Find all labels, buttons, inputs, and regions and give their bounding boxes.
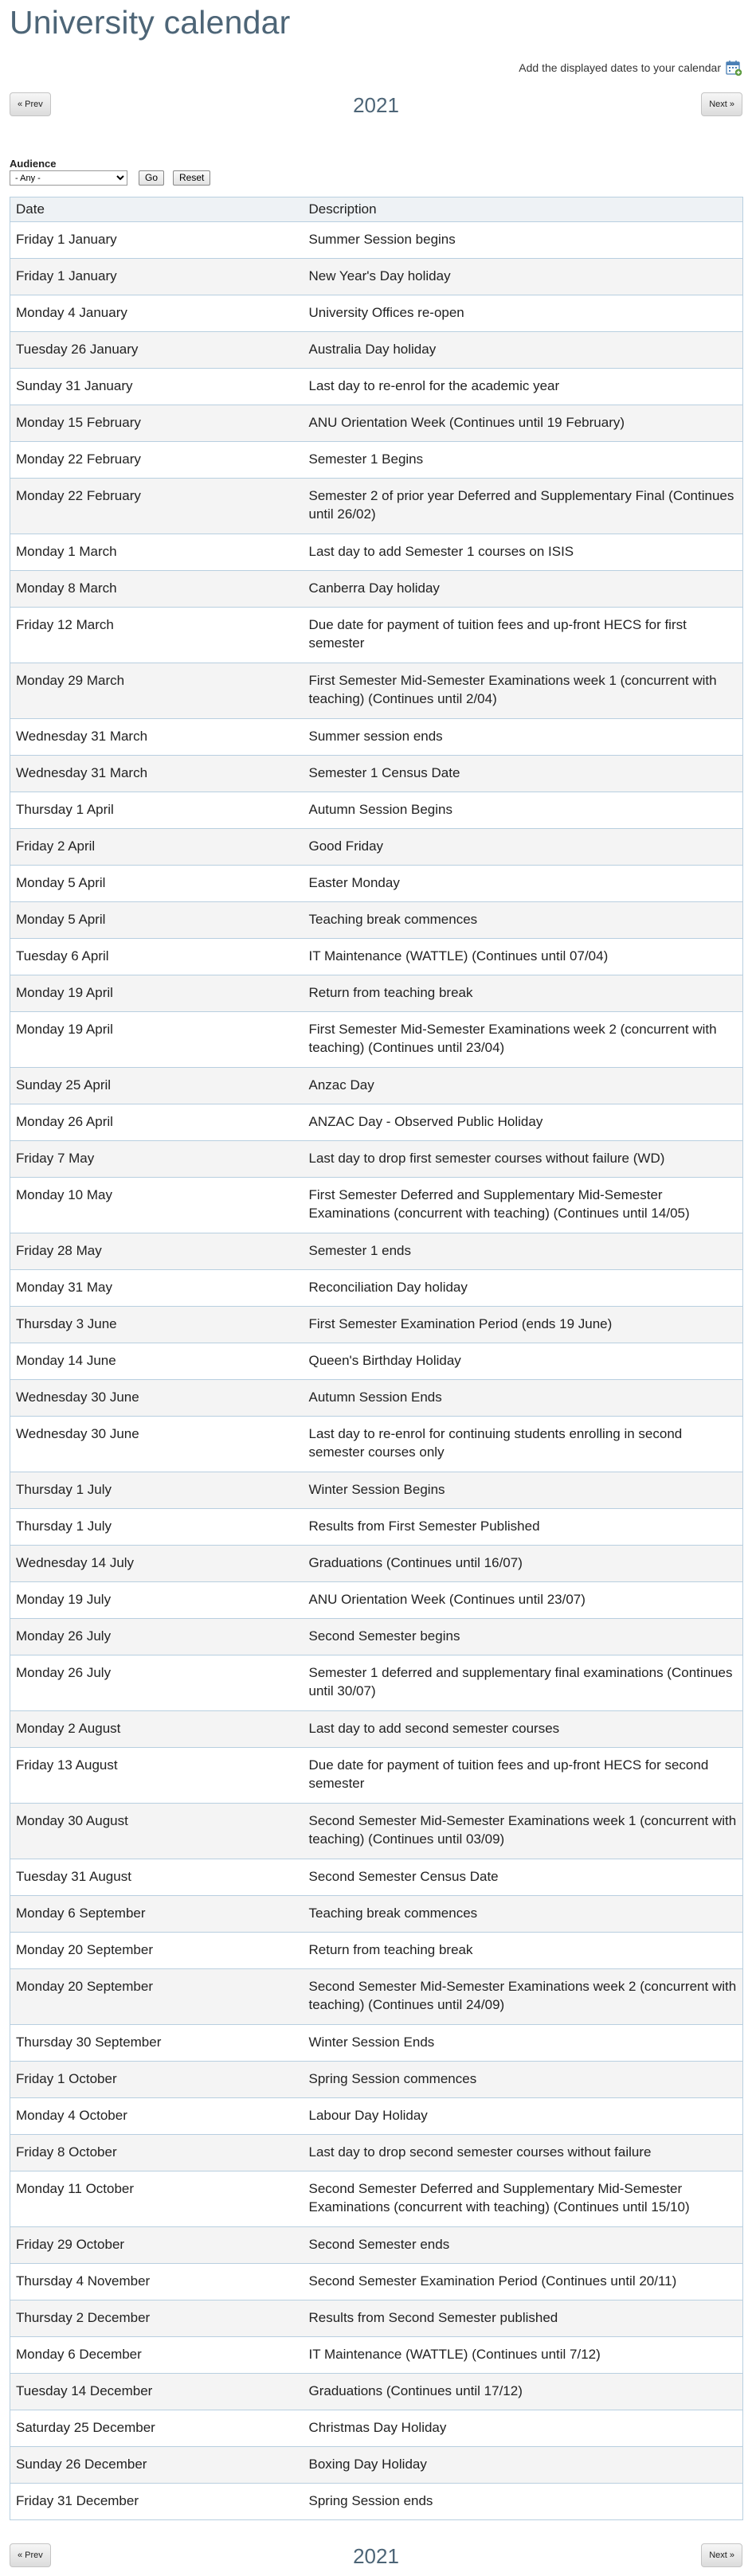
table-row bbox=[10, 756, 743, 792]
event-date: Tuesday 6 April bbox=[10, 939, 304, 975]
table-row bbox=[10, 2025, 743, 2062]
table-row bbox=[10, 1804, 743, 1859]
table-row bbox=[10, 1307, 743, 1343]
event-description: Anzac Day bbox=[304, 1068, 743, 1104]
event-date: Monday 4 October bbox=[10, 2098, 304, 2135]
event-description: Semester 1 Census Date bbox=[304, 756, 743, 792]
table-row bbox=[10, 479, 743, 534]
table-row bbox=[10, 1012, 743, 1068]
description-column-header: Description bbox=[304, 197, 743, 222]
event-date: Friday 29 October bbox=[10, 2227, 304, 2264]
table-row bbox=[10, 2374, 743, 2410]
event-date: Sunday 26 December bbox=[10, 2447, 304, 2484]
event-date: Wednesday 30 June bbox=[10, 1380, 304, 1417]
prev-year-button[interactable]: « Prev bbox=[10, 92, 51, 116]
event-description: Second Semester begins bbox=[304, 1619, 743, 1655]
table-row bbox=[10, 571, 743, 608]
table-row bbox=[10, 2484, 743, 2520]
table-row bbox=[10, 1380, 743, 1417]
event-description: Autumn Session Ends bbox=[304, 1380, 743, 1417]
event-description: Spring Session commences bbox=[304, 2062, 743, 2098]
event-description: Last day to re-enrol for continuing students enrolling in second semester courses only bbox=[304, 1417, 743, 1472]
table-row bbox=[10, 2098, 743, 2135]
year-navigation-bottom bbox=[10, 2543, 742, 2569]
table-row bbox=[10, 405, 743, 442]
event-date: Monday 2 August bbox=[10, 1711, 304, 1748]
event-date: Monday 31 May bbox=[10, 1270, 304, 1307]
audience-label: Audience bbox=[10, 158, 57, 170]
table-row bbox=[10, 1655, 743, 1711]
event-date: Friday 1 October bbox=[10, 2062, 304, 2098]
table-row bbox=[10, 1178, 743, 1233]
event-date: Wednesday 30 June bbox=[10, 1417, 304, 1472]
event-date: Monday 15 February bbox=[10, 405, 304, 442]
event-description: Second Semester Mid-Semester Examinations week 2 (concurrent with teaching) (Continues until 24/09) bbox=[304, 1969, 743, 2025]
table-row bbox=[10, 332, 743, 369]
event-date: Friday 13 August bbox=[10, 1748, 304, 1804]
event-description: Canberra Day holiday bbox=[304, 571, 743, 608]
event-date: Monday 30 August bbox=[10, 1804, 304, 1859]
event-date: Monday 26 April bbox=[10, 1104, 304, 1141]
event-date: Monday 11 October bbox=[10, 2171, 304, 2227]
event-description: Reconciliation Day holiday bbox=[304, 1270, 743, 1307]
event-description: Return from teaching break bbox=[304, 975, 743, 1012]
audience-select[interactable] bbox=[10, 170, 127, 186]
table-row bbox=[10, 2171, 743, 2227]
event-date: Wednesday 31 March bbox=[10, 719, 304, 756]
table-row bbox=[10, 2300, 743, 2337]
calendar-table-body bbox=[10, 222, 743, 2520]
event-date: Monday 29 March bbox=[10, 663, 304, 719]
event-date: Thursday 1 July bbox=[10, 1509, 304, 1546]
event-date: Sunday 31 January bbox=[10, 369, 304, 405]
event-description: Christmas Day Holiday bbox=[304, 2410, 743, 2447]
event-description: Good Friday bbox=[304, 829, 743, 866]
event-date: Monday 22 February bbox=[10, 479, 304, 534]
table-row bbox=[10, 902, 743, 939]
event-date: Friday 1 January bbox=[10, 259, 304, 295]
table-row bbox=[10, 1270, 743, 1307]
event-date: Monday 20 September bbox=[10, 1969, 304, 2025]
event-description: Last day to re-enrol for the academic year bbox=[304, 369, 743, 405]
next-year-button-bottom[interactable]: Next » bbox=[701, 2543, 742, 2567]
event-date: Monday 10 May bbox=[10, 1178, 304, 1233]
table-row bbox=[10, 222, 743, 259]
event-description: Last day to add Semester 1 courses on ISIS bbox=[304, 534, 743, 571]
table-row bbox=[10, 1343, 743, 1380]
table-row bbox=[10, 1546, 743, 1582]
event-description: Second Semester ends bbox=[304, 2227, 743, 2264]
table-row bbox=[10, 1472, 743, 1509]
event-date: Monday 26 July bbox=[10, 1619, 304, 1655]
table-row bbox=[10, 534, 743, 571]
table-row bbox=[10, 1582, 743, 1619]
table-row bbox=[10, 1711, 743, 1748]
table-row bbox=[10, 1104, 743, 1141]
event-date: Monday 19 April bbox=[10, 1012, 304, 1068]
table-row bbox=[10, 2447, 743, 2484]
event-description: Graduations (Continues until 16/07) bbox=[304, 1546, 743, 1582]
table-row bbox=[10, 259, 743, 295]
table-row bbox=[10, 829, 743, 866]
event-date: Thursday 30 September bbox=[10, 2025, 304, 2062]
event-description: IT Maintenance (WATTLE) (Continues until 07/04) bbox=[304, 939, 743, 975]
table-row bbox=[10, 1619, 743, 1655]
table-row bbox=[10, 295, 743, 332]
event-description: ANU Orientation Week (Continues until 23/07) bbox=[304, 1582, 743, 1619]
event-description: New Year's Day holiday bbox=[304, 259, 743, 295]
table-row bbox=[10, 866, 743, 902]
event-description: Boxing Day Holiday bbox=[304, 2447, 743, 2484]
year-heading-bottom: 2021 bbox=[353, 2544, 399, 2568]
event-date: Sunday 25 April bbox=[10, 1068, 304, 1104]
table-row bbox=[10, 1933, 743, 1969]
event-description: Return from teaching break bbox=[304, 1933, 743, 1969]
event-description: Last day to drop first semester courses without failure (WD) bbox=[304, 1141, 743, 1178]
event-description: Winter Session Begins bbox=[304, 1472, 743, 1509]
table-row bbox=[10, 369, 743, 405]
add-to-calendar[interactable] bbox=[519, 59, 742, 76]
event-date: Tuesday 26 January bbox=[10, 332, 304, 369]
event-date: Thursday 4 November bbox=[10, 2264, 304, 2300]
event-description: Summer session ends bbox=[304, 719, 743, 756]
event-description: First Semester Examination Period (ends 19 June) bbox=[304, 1307, 743, 1343]
event-date: Friday 12 March bbox=[10, 608, 304, 663]
event-date: Monday 1 March bbox=[10, 534, 304, 571]
event-description: Second Semester Mid-Semester Examinations week 1 (concurrent with teaching) (Continues until 03/09) bbox=[304, 1804, 743, 1859]
event-description: Second Semester Deferred and Supplementary Mid-Semester Examinations (concurrent with teaching) (Continues until 15/10) bbox=[304, 2171, 743, 2227]
event-description: Last day to add second semester courses bbox=[304, 1711, 743, 1748]
calendar-add-icon[interactable] bbox=[725, 59, 742, 76]
event-date: Wednesday 31 March bbox=[10, 756, 304, 792]
event-date: Friday 2 April bbox=[10, 829, 304, 866]
event-date: Monday 5 April bbox=[10, 902, 304, 939]
table-row bbox=[10, 608, 743, 663]
event-description: Summer Session begins bbox=[304, 222, 743, 259]
event-description: Easter Monday bbox=[304, 866, 743, 902]
calendar-table bbox=[10, 197, 743, 2520]
event-date: Thursday 1 April bbox=[10, 792, 304, 829]
event-description: ANU Orientation Week (Continues until 19 February) bbox=[304, 405, 743, 442]
event-date: Friday 8 October bbox=[10, 2135, 304, 2171]
page-title: University calendar bbox=[10, 4, 291, 41]
event-description: Australia Day holiday bbox=[304, 332, 743, 369]
table-row bbox=[10, 1859, 743, 1896]
table-row bbox=[10, 2337, 743, 2374]
table-row bbox=[10, 663, 743, 719]
event-date: Thursday 3 June bbox=[10, 1307, 304, 1343]
event-date: Monday 8 March bbox=[10, 571, 304, 608]
date-column-header: Date bbox=[10, 197, 304, 222]
event-description: First Semester Deferred and Supplementary Mid-Semester Examinations (concurrent with teaching) (Continues until 14/05) bbox=[304, 1178, 743, 1233]
event-description: Semester 2 of prior year Deferred and Supplementary Final (Continues until 26/02) bbox=[304, 479, 743, 534]
event-description: Labour Day Holiday bbox=[304, 2098, 743, 2135]
event-description: Teaching break commences bbox=[304, 902, 743, 939]
table-row bbox=[10, 1896, 743, 1933]
go-button[interactable]: Go bbox=[139, 170, 164, 186]
table-row bbox=[10, 1233, 743, 1270]
table-row bbox=[10, 939, 743, 975]
event-description: ANZAC Day - Observed Public Holiday bbox=[304, 1104, 743, 1141]
event-description: Semester 1 Begins bbox=[304, 442, 743, 479]
event-date: Monday 14 June bbox=[10, 1343, 304, 1380]
event-description: Results from First Semester Published bbox=[304, 1509, 743, 1546]
reset-button[interactable]: Reset bbox=[173, 170, 210, 186]
event-date: Tuesday 31 August bbox=[10, 1859, 304, 1896]
event-date: Monday 19 April bbox=[10, 975, 304, 1012]
event-date: Friday 1 January bbox=[10, 222, 304, 259]
event-description: Results from Second Semester published bbox=[304, 2300, 743, 2337]
event-date: Monday 22 February bbox=[10, 442, 304, 479]
event-date: Monday 5 April bbox=[10, 866, 304, 902]
event-description: Semester 1 ends bbox=[304, 1233, 743, 1270]
event-date: Monday 4 January bbox=[10, 295, 304, 332]
event-description: Due date for payment of tuition fees and up-front HECS for first semester bbox=[304, 608, 743, 663]
event-description: Second Semester Examination Period (Continues until 20/11) bbox=[304, 2264, 743, 2300]
table-row bbox=[10, 1417, 743, 1472]
event-date: Thursday 1 July bbox=[10, 1472, 304, 1509]
prev-year-button-bottom[interactable]: « Prev bbox=[10, 2543, 51, 2567]
table-row bbox=[10, 1141, 743, 1178]
table-row bbox=[10, 719, 743, 756]
year-navigation-top bbox=[10, 92, 742, 118]
table-row bbox=[10, 1509, 743, 1546]
table-header-row bbox=[10, 197, 743, 222]
table-row bbox=[10, 2227, 743, 2264]
table-row bbox=[10, 2062, 743, 2098]
table-row bbox=[10, 975, 743, 1012]
year-heading: 2021 bbox=[353, 93, 399, 117]
event-date: Monday 6 September bbox=[10, 1896, 304, 1933]
event-description: Due date for payment of tuition fees and up-front HECS for second semester bbox=[304, 1748, 743, 1804]
event-description: Autumn Session Begins bbox=[304, 792, 743, 829]
next-year-button[interactable]: Next » bbox=[701, 92, 742, 116]
event-date: Monday 26 July bbox=[10, 1655, 304, 1711]
event-date: Friday 31 December bbox=[10, 2484, 304, 2520]
event-description: IT Maintenance (WATTLE) (Continues until 7/12) bbox=[304, 2337, 743, 2374]
event-description: First Semester Mid-Semester Examinations week 1 (concurrent with teaching) (Continues until 2/04) bbox=[304, 663, 743, 719]
event-description: Winter Session Ends bbox=[304, 2025, 743, 2062]
table-row bbox=[10, 442, 743, 479]
audience-filter bbox=[10, 158, 210, 186]
event-description: Semester 1 deferred and supplementary final examinations (Continues until 30/07) bbox=[304, 1655, 743, 1711]
event-date: Wednesday 14 July bbox=[10, 1546, 304, 1582]
table-row bbox=[10, 1748, 743, 1804]
event-description: Queen's Birthday Holiday bbox=[304, 1343, 743, 1380]
event-date: Thursday 2 December bbox=[10, 2300, 304, 2337]
event-description: Second Semester Census Date bbox=[304, 1859, 743, 1896]
event-date: Monday 19 July bbox=[10, 1582, 304, 1619]
event-date: Tuesday 14 December bbox=[10, 2374, 304, 2410]
event-date: Friday 7 May bbox=[10, 1141, 304, 1178]
add-to-calendar-label[interactable]: Add the displayed dates to your calendar bbox=[519, 61, 721, 74]
table-row bbox=[10, 2264, 743, 2300]
table-row bbox=[10, 2410, 743, 2447]
event-date: Saturday 25 December bbox=[10, 2410, 304, 2447]
event-description: Teaching break commences bbox=[304, 1896, 743, 1933]
table-row bbox=[10, 792, 743, 829]
table-row bbox=[10, 1969, 743, 2025]
table-row bbox=[10, 1068, 743, 1104]
table-row bbox=[10, 2135, 743, 2171]
event-description: Spring Session ends bbox=[304, 2484, 743, 2520]
event-description: Graduations (Continues until 17/12) bbox=[304, 2374, 743, 2410]
event-description: University Offices re-open bbox=[304, 295, 743, 332]
event-description: Last day to drop second semester courses without failure bbox=[304, 2135, 743, 2171]
event-date: Friday 28 May bbox=[10, 1233, 304, 1270]
event-description: First Semester Mid-Semester Examinations week 2 (concurrent with teaching) (Continues until 23/04) bbox=[304, 1012, 743, 1068]
event-date: Monday 6 December bbox=[10, 2337, 304, 2374]
event-date: Monday 20 September bbox=[10, 1933, 304, 1969]
